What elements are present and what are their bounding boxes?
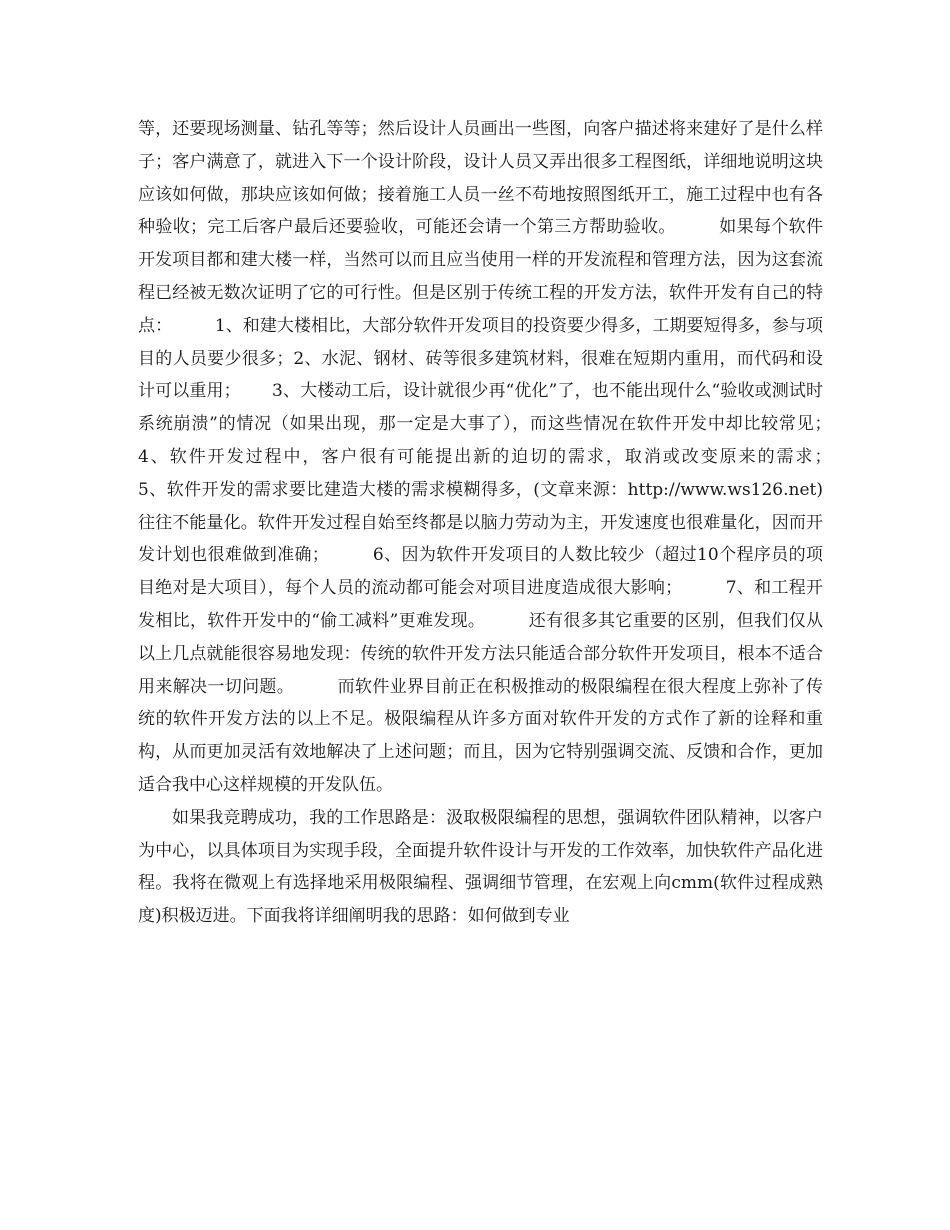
- paragraph-1: 等，还要现场测量、钻孔等等；然后设计人员画出一些图，向客户描述将来建好了是什么样子；客户满意了，就进入下一个设计阶段，设计人员又弄出很多工程图纸，详细地说明这块应该如何做，那块应该如何做；接着施工人员一丝不苟地按照图纸开工，施工过程中也有各种验收；完工后客户最后还要验收，可能还会请一个第三方帮助验收。 如果每个软件开发项目都和建大楼一样，当然可以而且应当使用一样的开发流程和管理方法，因为这套流程已经被无数次证明了它的可行性。但是区别于传统工程的开发方法，软件开发有自己的特点： 1、和建大楼相比，大部分软件开发项目的投资要少得多，工期要短得多，参与项目的人员要少很多；2、水泥、钢材、砖等很多建筑材料，很难在短期内重用，而代码和设计可以重用； 3、大楼动工后，设计就很少再“优化”了，也不能出现什么“验收或测试时系统崩溃”的情况（如果出现，那一定是大事了），而这些情况在软件开发中却比较常见； 4、软件开发过程中，客户很有可能提出新的迫切的需求，取消或改变原来的需求； 5、软件开发的需求要比建造大楼的需求模糊得多，(文章来源：http://www.ws126.net)往往不能量化。软件开发过程自始至终都是以脑力劳动为主，开发速度也很难量化，因而开发计划也很难做到准确； 6、因为软件开发项目的人数比较少（超过10个程序员的项目绝对是大项目），每个人员的流动都可能会对项目进度造成很大影响； 7、和工程开发相比，软件开发中的“偷工减料”更难发现。 还有很多其它重要的区别，但我们仅从以上几点就能很容易地发现：传统的软件开发方法只能适合部分软件开发项目，根本不适合用来解决一切问题。 而软件业界目前正在积极推动的极限编程在很大程度上弥补了传统的软件开发方法的以上不足。极限编程从许多方面对软件开发的方式作了新的诠释和重构，从而更加灵活有效地解决了上述问题；而且，因为它特别强调交流、反馈和合作，更加适合我中心这样规模的开发队伍。: [138, 119, 874, 795]
- paragraph-2: 如果我竞聘成功，我的工作思路是：汲取极限编程的思想，强调软件团队精神，以客户为中心，以具体项目为实现手段，全面提升软件设计与开发的工作效率，加快软件产品化进程。我将在微观上有选择地采用极限编程、强调细节管理，在宏观上向cmm(软件过程成熟度)积极迈进。下面我将详细阐明我的思路：如何做到专业: [138, 807, 823, 927]
- document-body: [138, 113, 874, 933]
